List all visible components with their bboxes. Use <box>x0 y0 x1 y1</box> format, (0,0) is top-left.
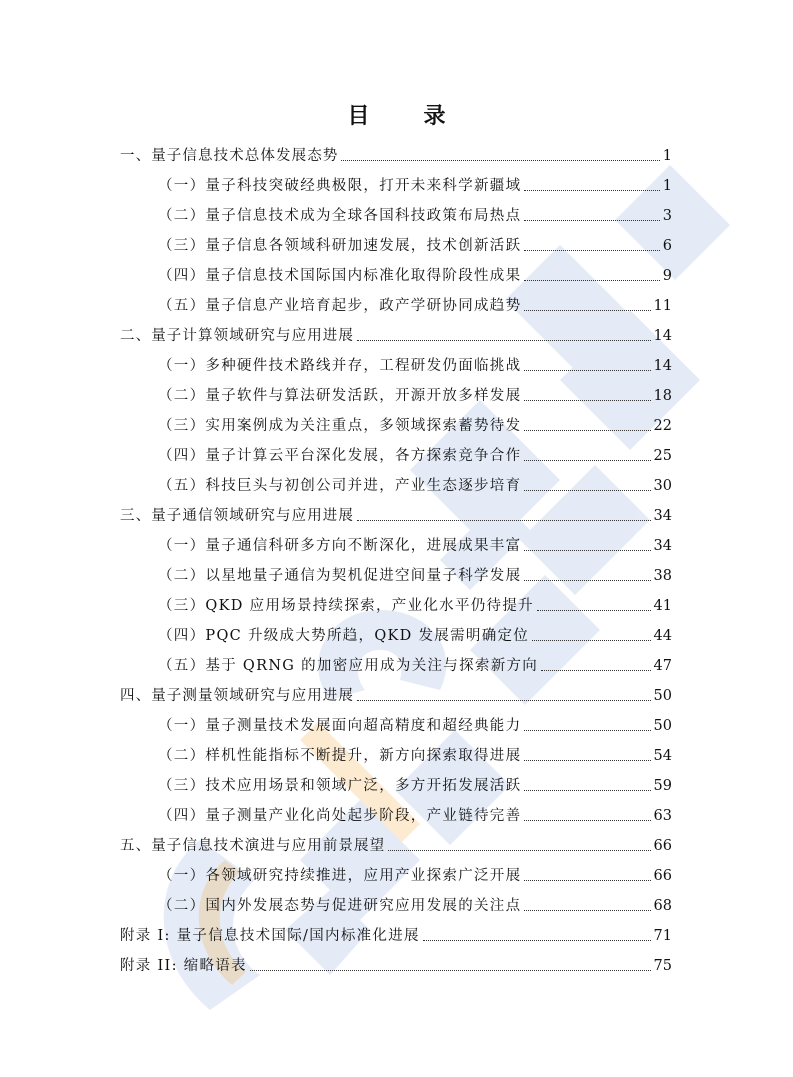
toc-entry-section-3-5[interactable] <box>158 652 672 676</box>
page-number: 11 <box>653 298 672 314</box>
entry-label: （一）各领域研究持续推进，应用产业探索广泛开展 <box>158 868 522 884</box>
page-number: 14 <box>653 328 672 344</box>
entry-label: 附录 II: 缩略语表 <box>120 958 247 974</box>
dot-leader <box>524 430 650 431</box>
entry-label: （四）量子信息技术国际国内标准化取得阶段性成果 <box>158 268 522 284</box>
page-number: 63 <box>653 808 672 824</box>
toc-entry-section-4-1[interactable] <box>158 712 672 736</box>
page-number: 50 <box>653 718 672 734</box>
entry-label: （四）量子计算云平台深化发展，各方探索竞争合作 <box>158 448 522 464</box>
entry-label: （二）以星地量子通信为契机促进空间量子科学发展 <box>158 568 522 584</box>
dot-leader <box>357 700 651 701</box>
page-number: 3 <box>662 208 672 224</box>
page-number: 59 <box>653 778 672 794</box>
page-number: 34 <box>653 508 672 524</box>
entry-label: （三）QKD 应用场景持续探索，产业化水平仍待提升 <box>158 598 534 614</box>
page-number: 6 <box>662 238 672 254</box>
toc-entry-section-2-2[interactable] <box>158 382 672 406</box>
dot-leader <box>250 970 651 971</box>
dot-leader <box>524 550 650 551</box>
entry-label: （四）量子测量产业化尚处起步阶段，产业链待完善 <box>158 808 522 824</box>
toc-entry-chapter-5[interactable] <box>120 832 672 856</box>
entry-label: （三）量子信息各领域科研加速发展，技术创新活跃 <box>158 238 522 254</box>
toc-entry-section-3-1[interactable] <box>158 532 672 556</box>
dot-leader <box>537 610 651 611</box>
entry-label: （一）量子测量技术发展面向超高精度和超经典能力 <box>158 718 522 734</box>
page-number: 38 <box>653 568 672 584</box>
entry-label: （一）量子科技突破经典极限，打开未来科学新疆域 <box>158 178 522 194</box>
toc-entry-section-1-1[interactable] <box>158 172 672 196</box>
toc-entry-section-1-2[interactable] <box>158 202 672 226</box>
entry-label: （二）样机性能指标不断提升，新方向探索取得进展 <box>158 748 522 764</box>
dot-leader <box>388 850 650 851</box>
entry-label: （五）基于 QRNG 的加密应用成为关注与探索新方向 <box>158 658 539 674</box>
page-number: 18 <box>653 388 672 404</box>
dot-leader <box>357 340 651 341</box>
toc-entry-appendix-2[interactable] <box>120 952 672 976</box>
dot-leader <box>524 220 659 221</box>
page-number: 41 <box>653 598 672 614</box>
page-number: 34 <box>653 538 672 554</box>
entry-label: （四）PQC 升级成大势所趋，QKD 发展需明确定位 <box>158 628 530 644</box>
entry-label: 三、量子通信领域研究与应用进展 <box>120 508 354 524</box>
dot-leader <box>357 520 651 521</box>
toc-entry-section-1-5[interactable] <box>158 292 672 316</box>
dot-leader <box>524 790 650 791</box>
page-number: 44 <box>653 628 672 644</box>
page-number: 1 <box>662 148 672 164</box>
entry-label: 一、量子信息技术总体发展态势 <box>120 148 339 164</box>
dot-leader <box>524 910 650 911</box>
dot-leader <box>524 490 650 491</box>
entry-label: （一）量子通信科研多方向不断深化，进展成果丰富 <box>158 538 522 554</box>
entry-label: （二）量子信息技术成为全球各国科技政策布局热点 <box>158 208 522 224</box>
toc-entry-section-2-3[interactable] <box>158 412 672 436</box>
entry-label: 二、量子计算领域研究与应用进展 <box>120 328 354 344</box>
toc-entry-section-2-5[interactable] <box>158 472 672 496</box>
dot-leader <box>532 640 650 641</box>
dot-leader <box>524 370 650 371</box>
toc-entry-section-2-4[interactable] <box>158 442 672 466</box>
dot-leader <box>524 280 659 281</box>
entry-label: 五、量子信息技术演进与应用前景展望 <box>120 838 386 854</box>
dot-leader <box>524 760 650 761</box>
dot-leader <box>524 400 650 401</box>
page-number: 22 <box>653 418 672 434</box>
page-number: 71 <box>653 928 672 944</box>
entry-label: 附录 I: 量子信息技术国际/国内标准化进展 <box>120 928 420 944</box>
toc-title: 目 录 <box>347 103 462 129</box>
entry-label: （五）科技巨头与初创公司并进，产业生态逐步培育 <box>158 478 522 494</box>
dot-leader <box>524 730 650 731</box>
entry-label: （三）技术应用场景和领域广泛，多方开拓发展活跃 <box>158 778 522 794</box>
dot-leader <box>341 160 659 161</box>
dot-leader <box>524 460 650 461</box>
entry-label: （五）量子信息产业培育起步，政产学研协同成趋势 <box>158 298 522 314</box>
toc-entry-section-3-4[interactable] <box>158 622 672 646</box>
toc-entry-section-1-3[interactable] <box>158 232 672 256</box>
entry-label: （一）多种硬件技术路线并存，工程研发仍面临挑战 <box>158 358 522 374</box>
page-number: 75 <box>653 958 672 974</box>
page-number: 54 <box>653 748 672 764</box>
page-number: 30 <box>653 478 672 494</box>
toc-entry-section-5-1[interactable] <box>158 862 672 886</box>
toc-entry-section-3-2[interactable] <box>158 562 672 586</box>
page-number: 66 <box>653 838 672 854</box>
dot-leader <box>524 820 650 821</box>
toc-entry-appendix-1[interactable] <box>120 922 672 946</box>
page-number: 47 <box>653 658 672 674</box>
dot-leader <box>524 880 650 881</box>
entry-label: （三）实用案例成为关注重点，多领域探索蓄势待发 <box>158 418 522 434</box>
toc-entry-chapter-1[interactable] <box>120 142 672 166</box>
toc-entry-chapter-2[interactable] <box>120 322 672 346</box>
dot-leader <box>423 940 651 941</box>
page-number: 50 <box>653 688 672 704</box>
entry-label: （二）量子软件与算法研发活跃，开源开放多样发展 <box>158 388 522 404</box>
toc-entry-chapter-3[interactable] <box>120 502 672 526</box>
dot-leader <box>524 250 659 251</box>
toc-entry-section-5-2[interactable] <box>158 892 672 916</box>
dot-leader <box>524 310 650 311</box>
toc-entry-section-1-4[interactable] <box>158 262 672 286</box>
dot-leader <box>524 190 659 191</box>
page-number: 68 <box>653 898 672 914</box>
toc-entry-section-4-2[interactable] <box>158 742 672 766</box>
page-number: 1 <box>662 178 672 194</box>
toc-entry-section-4-3[interactable] <box>158 772 672 796</box>
toc-entry-section-3-3[interactable] <box>158 592 672 616</box>
page-number: 9 <box>662 268 672 284</box>
entry-label: 四、量子测量领域研究与应用进展 <box>120 688 354 704</box>
toc-entry-section-2-1[interactable] <box>158 352 672 376</box>
dot-leader <box>541 670 650 671</box>
page-number: 25 <box>653 448 672 464</box>
entry-label: （二）国内外发展态势与促进研究应用发展的关注点 <box>158 898 522 914</box>
toc-entry-section-4-4[interactable] <box>158 802 672 826</box>
toc-entry-chapter-4[interactable] <box>120 682 672 706</box>
dot-leader <box>524 580 650 581</box>
page-number: 66 <box>653 868 672 884</box>
page-number: 14 <box>653 358 672 374</box>
